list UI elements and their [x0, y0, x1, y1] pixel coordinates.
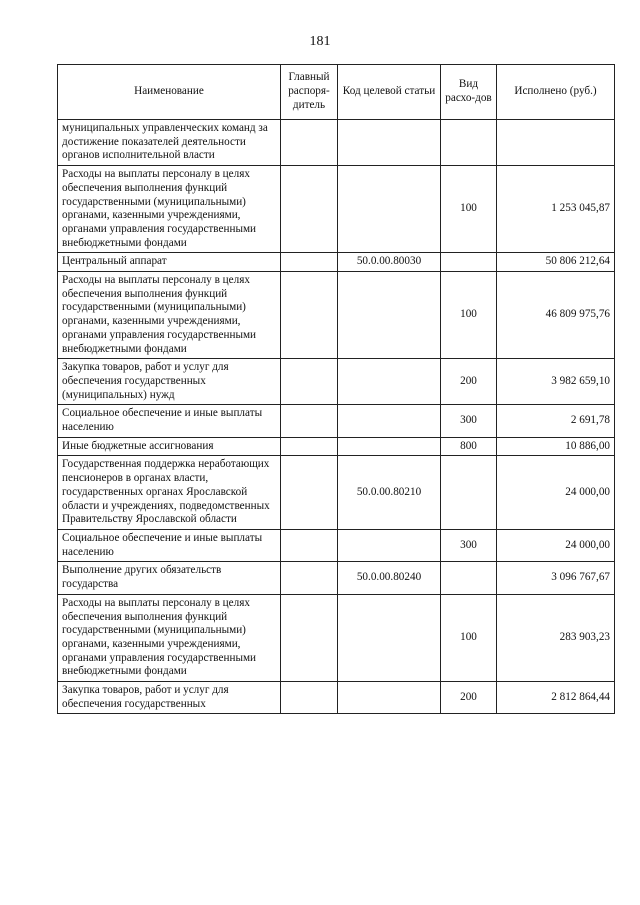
row-amount: 2 691,78: [497, 405, 615, 437]
row-type: 800: [441, 437, 497, 456]
row-code: 50.0.00.80030: [338, 253, 441, 272]
row-manager: [281, 682, 338, 714]
row-code: [338, 120, 441, 166]
row-name: Иные бюджетные ассигнования: [58, 437, 281, 456]
header-amount: Исполнено (руб.): [497, 65, 615, 120]
row-code: [338, 682, 441, 714]
row-type: [441, 253, 497, 272]
table-row: [58, 166, 615, 253]
row-name: Государственная поддержка неработающих пенсионеров в органах власти, государственных органах Ярославской области и учреждениях, подведомственных Правительству Ярославской области: [58, 456, 281, 530]
budget-table: [57, 64, 615, 714]
table-row: [58, 405, 615, 437]
row-code: 50.0.00.80210: [338, 456, 441, 530]
header-name: Наименование: [58, 65, 281, 120]
row-amount: 2 812 864,44: [497, 682, 615, 714]
row-amount: 10 886,00: [497, 437, 615, 456]
row-name: Закупка товаров, работ и услуг для обеспечения государственных (муниципальных) нужд: [58, 359, 281, 405]
row-name: Социальное обеспечение и иные выплаты населению: [58, 405, 281, 437]
row-amount: 3 982 659,10: [497, 359, 615, 405]
row-amount: [497, 120, 615, 166]
table-header-row: [58, 65, 615, 120]
row-code: [338, 359, 441, 405]
row-manager: [281, 405, 338, 437]
row-manager: [281, 529, 338, 561]
table-row: [58, 272, 615, 359]
row-manager: [281, 166, 338, 253]
row-amount: 24 000,00: [497, 456, 615, 530]
row-manager: [281, 594, 338, 681]
page-number: 181: [309, 34, 331, 49]
row-name: муниципальных управленческих команд за достижение показателей деятельности органов исполнительной власти: [58, 120, 281, 166]
table-row: [58, 529, 615, 561]
row-type: 300: [441, 529, 497, 561]
row-name: Закупка товаров, работ и услуг для обеспечения государственных: [58, 682, 281, 714]
row-code: [338, 405, 441, 437]
table-row: [58, 120, 615, 166]
row-code: [338, 272, 441, 359]
header-type: Вид расхо-дов: [441, 65, 497, 120]
row-type: [441, 562, 497, 594]
row-type: 100: [441, 594, 497, 681]
row-type: 100: [441, 166, 497, 253]
row-amount: 283 903,23: [497, 594, 615, 681]
row-manager: [281, 253, 338, 272]
row-code: [338, 437, 441, 456]
table-row: [58, 437, 615, 456]
row-name: Выполнение других обязательств государства: [58, 562, 281, 594]
row-name: Расходы на выплаты персоналу в целях обеспечения выполнения функций государственными (муниципальными) органами, казенными учреждениями, органами управления государственными внебюджетными фондами: [58, 166, 281, 253]
row-type: 300: [441, 405, 497, 437]
row-code: [338, 529, 441, 561]
table-row: [58, 594, 615, 681]
row-type: [441, 120, 497, 166]
table-row: [58, 359, 615, 405]
row-type: [441, 456, 497, 530]
header-code: Код целевой статьи: [338, 65, 441, 120]
row-manager: [281, 562, 338, 594]
row-code: [338, 166, 441, 253]
row-amount: 24 000,00: [497, 529, 615, 561]
table-row: [58, 682, 615, 714]
row-manager: [281, 272, 338, 359]
row-manager: [281, 456, 338, 530]
row-amount: 3 096 767,67: [497, 562, 615, 594]
row-amount: 1 253 045,87: [497, 166, 615, 253]
table-row: [58, 562, 615, 594]
row-name: Социальное обеспечение и иные выплаты населению: [58, 529, 281, 561]
row-name: Расходы на выплаты персоналу в целях обеспечения выполнения функций государственными (муниципальными) органами, казенными учреждениями, органами управления государственными внебюджетными фондами: [58, 594, 281, 681]
row-amount: 50 806 212,64: [497, 253, 615, 272]
row-type: 200: [441, 359, 497, 405]
row-manager: [281, 437, 338, 456]
row-amount: 46 809 975,76: [497, 272, 615, 359]
row-code: 50.0.00.80240: [338, 562, 441, 594]
row-name: Центральный аппарат: [58, 253, 281, 272]
table-row: [58, 253, 615, 272]
row-code: [338, 594, 441, 681]
table-row: [58, 456, 615, 530]
row-type: 200: [441, 682, 497, 714]
header-manager: Главный распоря-дитель: [281, 65, 338, 120]
row-type: 100: [441, 272, 497, 359]
row-manager: [281, 120, 338, 166]
row-manager: [281, 359, 338, 405]
row-name: Расходы на выплаты персоналу в целях обеспечения выполнения функций государственными (муниципальными) органами, казенными учреждениями, органами управления государственными внебюджетными фондами: [58, 272, 281, 359]
